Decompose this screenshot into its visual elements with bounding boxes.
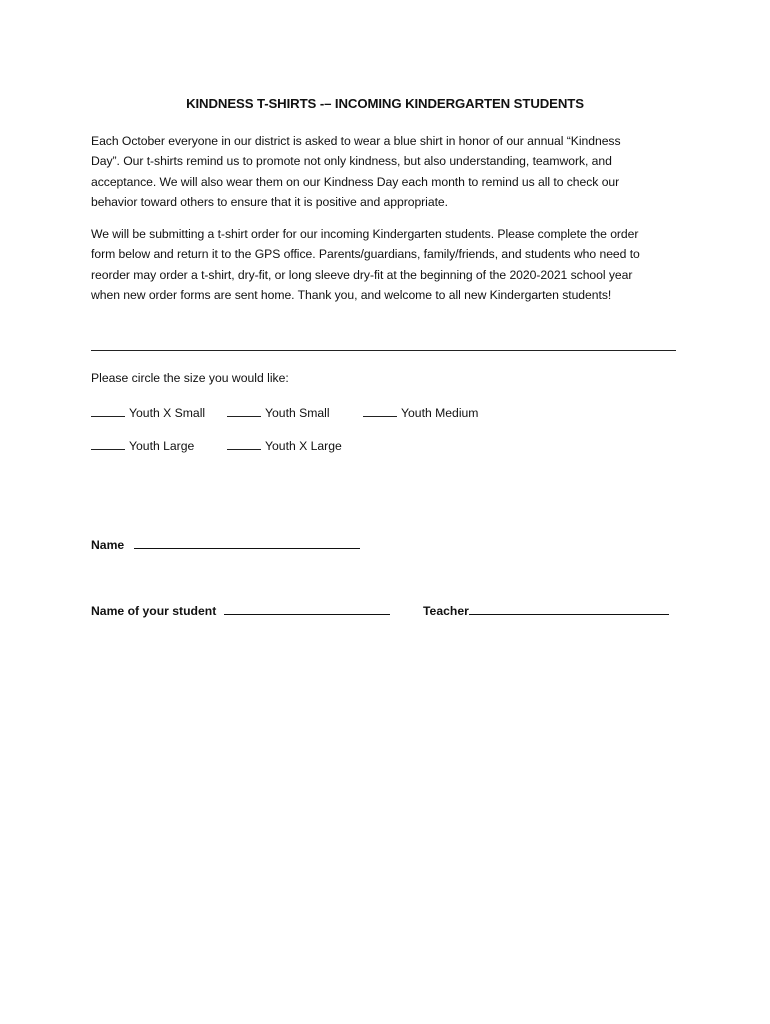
name-input-line[interactable] xyxy=(134,536,360,549)
name-field[interactable] xyxy=(91,536,360,552)
order-paragraph xyxy=(91,224,687,305)
student-name-label: Name of your student xyxy=(91,604,217,618)
paragraph-line: form below and return it to the GPS office. Parents/guardians, family/friends, and students who need to xyxy=(91,247,640,262)
paragraph-line: reorder may order a t-shirt, dry-fit, or long sleeve dry-fit at the beginning of the 2020-2021 school year xyxy=(91,267,633,282)
size-blank[interactable] xyxy=(227,404,261,417)
size-label: Youth Medium xyxy=(401,406,479,420)
size-option-youth-large[interactable] xyxy=(91,437,194,453)
size-option-youth-x-small[interactable] xyxy=(91,404,205,420)
size-option-youth-small[interactable] xyxy=(227,404,330,420)
size-label: Youth X Small xyxy=(129,406,206,420)
student-name-input-line[interactable] xyxy=(224,602,390,615)
size-option-youth-medium[interactable] xyxy=(363,404,478,420)
paragraph-line: when new order forms are sent home. Thank you, and welcome to all new Kindergarten students! xyxy=(91,287,612,302)
size-option-youth-x-large[interactable] xyxy=(227,437,342,453)
paragraph-line: We will be submitting a t-shirt order for our incoming Kindergarten students. Please complete the order xyxy=(91,227,639,241)
name-label: Name xyxy=(91,538,125,552)
paragraph-line: Day”. Our t-shirts remind us to promote not only kindness, but also understanding, teamwork, and xyxy=(91,154,612,169)
size-label: Youth Small xyxy=(265,406,330,420)
paragraph-line: behavior toward others to ensure that it is positive and appropriate. xyxy=(91,194,448,209)
paragraph-line: acceptance. We will also wear them on our Kindness Day each month to remind us all to check our xyxy=(91,174,620,189)
size-label: Youth Large xyxy=(129,439,195,453)
size-instruction: Please circle the size you would like: xyxy=(91,371,289,385)
section-divider xyxy=(91,350,676,351)
size-blank[interactable] xyxy=(227,437,261,450)
intro-paragraph xyxy=(91,131,687,212)
teacher-label: Teacher xyxy=(423,604,469,618)
size-blank[interactable] xyxy=(363,404,397,417)
teacher-input-line[interactable] xyxy=(469,602,669,615)
student-name-field[interactable] xyxy=(91,602,390,618)
size-blank[interactable] xyxy=(91,404,125,417)
size-blank[interactable] xyxy=(91,437,125,450)
size-label: Youth X Large xyxy=(265,439,342,453)
paragraph-line: Each October everyone in our district is asked to wear a blue shirt in honor of our annual “Kindness xyxy=(91,134,621,148)
teacher-field[interactable] xyxy=(423,602,669,618)
document-title: KINDNESS T-SHIRTS -– INCOMING KINDERGARTEN STUDENTS xyxy=(186,96,584,111)
